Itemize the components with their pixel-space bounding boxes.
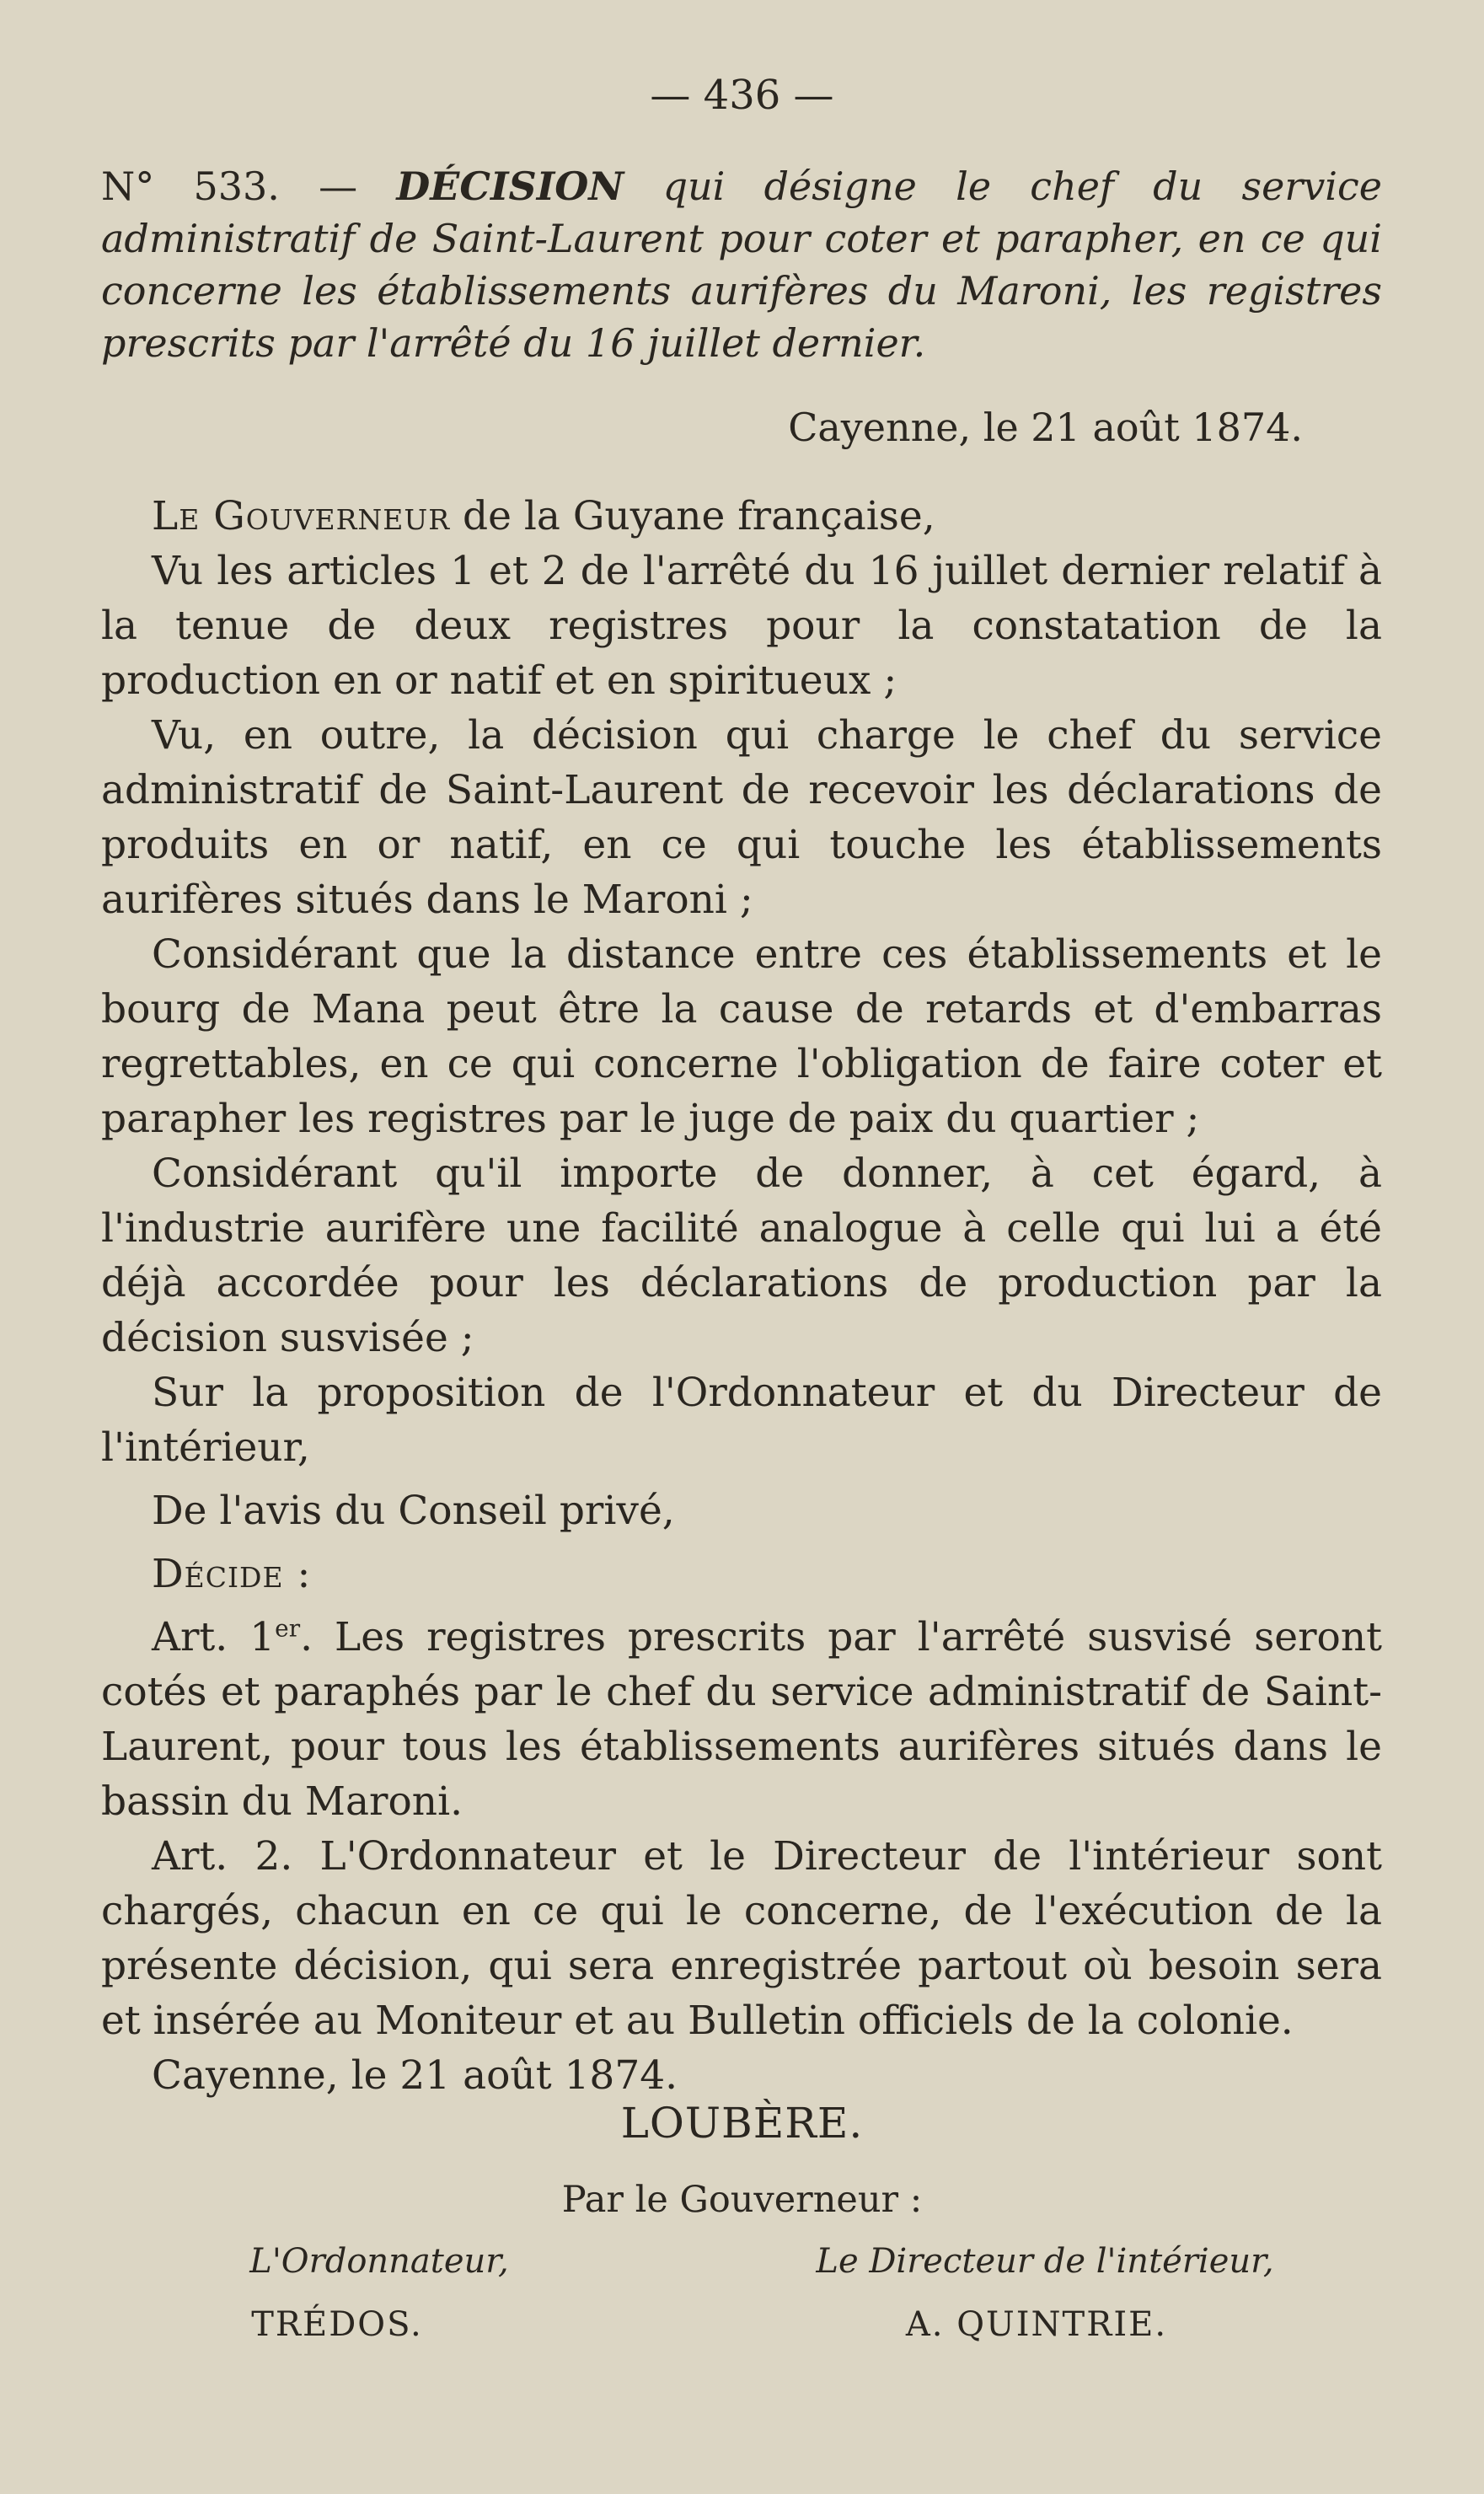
decision-number: N° 533. — (101, 164, 397, 209)
right-signatory-title: Le Directeur de l'intérieur, (816, 2242, 1274, 2281)
paragraph-considerant-2: Considérant qu'il importe de donner, à cet égard, à l'industrie aurifère une facilité analogue à celle qui lui a été déjà accordée pour les déclarations de production par la décision susvisée ; (101, 1150, 1382, 1361)
decision-summary: qui désigne le chef du service administratif de Saint-Laurent pour coter et parapher, en ce qui concerne les établissements aurifères du Maroni, les registres prescrits par l'arrêté du 16 juillet dernier. (101, 164, 1382, 366)
governor-rest: de la Guyane française, (450, 493, 935, 539)
governor-signature: LOUBÈRE. (620, 2099, 864, 2148)
article-1-text: . Les registres prescrits par l'arrêté susvisé seront cotés et paraphés par le chef du service administratif de Saint-Laurent, pour tous les établissements aurifères situés dans le bassin du Maroni. (101, 1614, 1382, 1825)
governor-line (101, 489, 1382, 544)
article-1 (101, 1610, 1382, 1829)
paragraph-vu-2: Vu, en outre, la décision qui charge le chef du service administratif de Saint-Laurent de recevoir les déclarations de produits en or natif, en ce qui touche les établissements aurifères situés dans le Maroni ; (101, 712, 1382, 923)
decide-label: Décide : (152, 1551, 312, 1597)
paragraph-considerant-1: Considérant que la distance entre ces établissements et le bourg de Mana peut être la cause de retards et d'embarras regrettables, en ce qui concerne l'obligation de faire coter et parapher les registres par le juge de paix du quartier ; (101, 931, 1382, 1142)
decision-body (101, 489, 1382, 2103)
date-place: Cayenne, le 21 août 1874. (788, 405, 1303, 450)
page-number: — 436 — (650, 72, 834, 119)
article-1-sup: er (275, 1614, 301, 1643)
paragraph-vu-1: Vu les articles 1 et 2 de l'arrêté du 16 juillet dernier relatif à la tenue de deux registres pour la constatation de la production en or natif et en spiritueux ; (101, 548, 1382, 704)
closing-date: Cayenne, le 21 août 1874. (152, 2052, 678, 2099)
left-signatory-title: L'Ordonnateur, (249, 2242, 509, 2281)
governor-title: Le Gouverneur (152, 493, 451, 539)
decision-heading (101, 160, 1382, 369)
article-2: Art. 2. L'Ordonnateur et le Directeur de l'intérieur sont chargés, chacun en ce qui le concerne, de l'exécution de la présente décision, qui sera enregistrée partout où besoin sera et insérée au Moniteur et au Bulletin officiels de la colonie. (101, 1833, 1382, 2044)
decision-title: DÉCISION (396, 164, 624, 209)
paragraph-proposition: Sur la proposition de l'Ordonnateur et du Directeur de l'intérieur, (101, 1370, 1382, 1471)
article-1-label: Art. 1 (152, 1614, 276, 1660)
par-le-gouverneur: Par le Gouverneur : (561, 2179, 923, 2221)
right-signatory-name: A. QUINTRIE. (905, 2305, 1168, 2344)
left-signatory-name: TRÉDOS. (251, 2305, 423, 2344)
paragraph-avis: De l'avis du Conseil privé, (152, 1488, 675, 1534)
